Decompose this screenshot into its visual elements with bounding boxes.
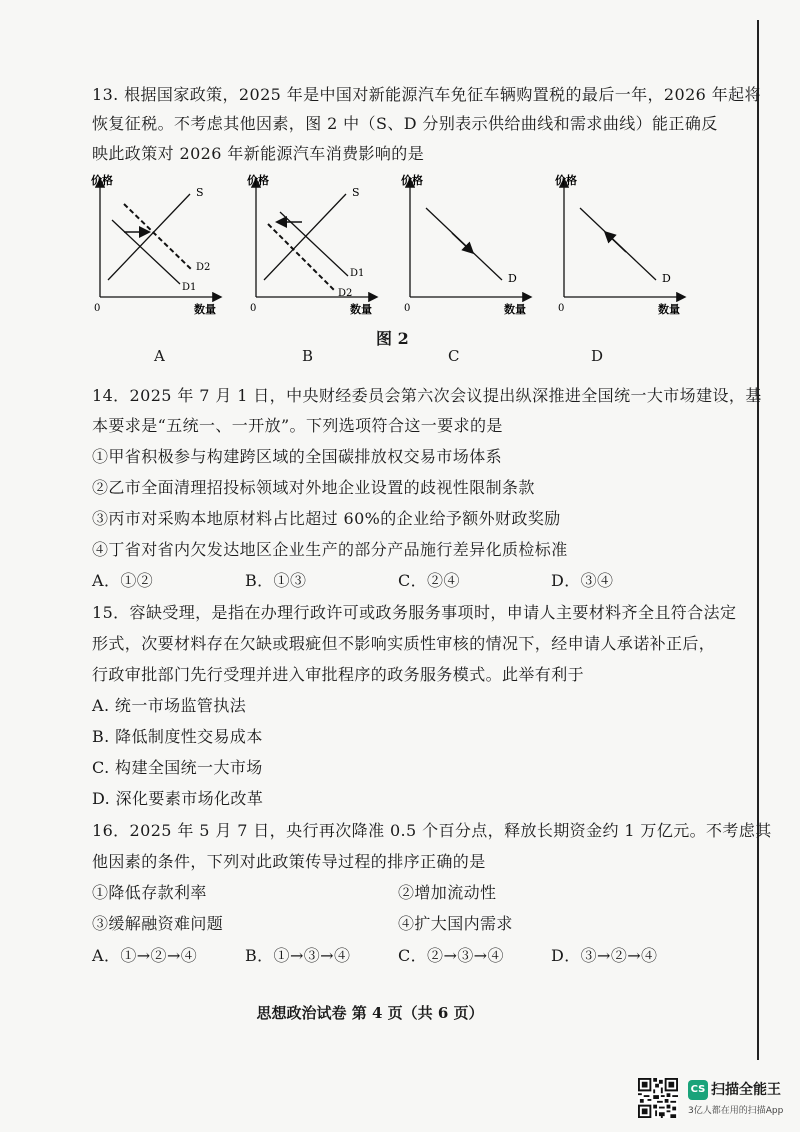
q16-choice-b: B．①→③→④ (245, 946, 351, 965)
d1-label: D1 (182, 282, 197, 293)
q13-line-2: 恢复征税。不考虑其他因素，图 2 中（S、D 分别表示供给曲线和需求曲线）能正确反 (92, 114, 718, 133)
price-axis-label: 价格 (247, 174, 269, 187)
graph-d (552, 172, 692, 321)
d1-label: D1 (350, 268, 365, 279)
q15-choice-a: A. 统一市场监管执法 (92, 696, 247, 715)
supply-label: S (352, 186, 360, 199)
q16-item-1: ①降低存款利率 (92, 883, 207, 902)
q14-line-2: 本要求是“五统一、一开放”。下列选项符合这一要求的是 (92, 416, 503, 435)
down-along-curve-arrow (452, 233, 472, 252)
q15-choice-d: D. 深化要素市场化改革 (92, 789, 264, 808)
q16-item-2: ②增加流动性 (398, 883, 497, 902)
camscanner-tagline: 3亿人都在用的扫描App (688, 1106, 784, 1116)
qr-code-icon (638, 1078, 678, 1118)
graph-c (398, 172, 538, 321)
demand-label: D (508, 272, 517, 285)
demand-curve-d2 (268, 224, 334, 290)
quantity-axis-label: 数量 (194, 303, 216, 316)
q14-choice-a: A．①② (92, 571, 154, 590)
graph-b-label: B (302, 347, 314, 365)
q14-choice-d: D．③④ (551, 571, 614, 590)
q16-choice-a: A．①→②→④ (92, 946, 198, 965)
q16-choice-d: D．③→②→④ (551, 946, 658, 965)
graph-d-label: D (591, 347, 604, 365)
price-axis-label: 价格 (91, 174, 113, 187)
q16-item-3: ③缓解融资难问题 (92, 914, 224, 933)
q14-item-4: ④丁省对省内欠发达地区企业生产的部分产品施行差异化质检标准 (92, 540, 568, 559)
q15-line-1: 15．容缺受理，是指在办理行政许可或政务服务事项时，申请人主要材料齐全且符合法定 (92, 603, 737, 622)
quantity-axis-label: 数量 (658, 303, 680, 316)
graph-a-label: A (154, 347, 165, 365)
camscanner-name: 扫描全能王 (711, 1082, 781, 1098)
origin-label: 0 (94, 303, 101, 314)
supply-curve (264, 194, 346, 280)
q16-item-4: ④扩大国内需求 (398, 914, 513, 933)
q15-line-3: 行政审批部门先行受理并进入审批程序的政务服务模式。此举有利于 (92, 665, 585, 684)
graph-b (244, 172, 384, 321)
q13-line-3: 映此政策对 2026 年新能源汽车消费影响的是 (92, 144, 425, 163)
page-edge-line (757, 20, 759, 1060)
q14-line-1: 14．2025 年 7 月 1 日，中央财经委员会第六次会议提出纵深推进全国统一大市场建设，基 (92, 386, 762, 405)
camscanner-logo: CS (688, 1080, 708, 1100)
origin-label: 0 (250, 303, 257, 314)
quantity-axis-label: 数量 (350, 303, 372, 316)
up-along-curve-arrow (606, 233, 626, 252)
q15-line-2: 形式，次要材料存在欠缺或瑕疵但不影响实质性审核的情况下，经申请人承诺补正后， (92, 634, 716, 653)
supply-label: S (196, 186, 204, 199)
q13-line-1: 13. 根据国家政策，2025 年是中国对新能源汽车免征车辆购置税的最后一年，2026 年起将 (92, 85, 761, 104)
quantity-axis-label: 数量 (504, 303, 526, 316)
supply-curve (108, 194, 190, 280)
graph-a (88, 172, 228, 321)
page-footer: 思想政治试卷 第 4 页（共 6 页） (256, 1004, 484, 1022)
demand-curve-d1 (112, 220, 180, 284)
q16-line-2: 他因素的条件，下列对此政策传导过程的排序正确的是 (92, 852, 486, 871)
q14-item-2: ②乙市全面清理招投标领域对外地企业设置的歧视性限制条款 (92, 478, 535, 497)
q15-choice-c: C. 构建全国统一大市场 (92, 758, 263, 777)
q16-line-1: 16．2025 年 5 月 7 日，央行再次降准 0.5 个百分点，释放长期资金约 1 万亿元。不考虑其 (92, 821, 772, 840)
q14-choice-b: B．①③ (245, 571, 307, 590)
figure-caption: 图 2 (376, 329, 409, 348)
q16-choice-c: C．②→③→④ (398, 946, 504, 965)
origin-label: 0 (404, 303, 411, 314)
q15-choice-b: B. 降低制度性交易成本 (92, 727, 263, 746)
q14-choice-c: C．②④ (398, 571, 460, 590)
graph-c-label: C (448, 347, 460, 365)
price-axis-label: 价格 (555, 174, 577, 187)
d2-label: D2 (196, 262, 211, 273)
q14-item-1: ①甲省积极参与构建跨区域的全国碳排放权交易市场体系 (92, 447, 503, 466)
price-axis-label: 价格 (401, 174, 423, 187)
d2-label: D2 (338, 288, 353, 299)
demand-curve-d2 (124, 204, 192, 270)
demand-label: D (662, 272, 671, 285)
origin-label: 0 (558, 303, 565, 314)
q14-item-3: ③丙市对采购本地原材料占比超过 60%的企业给予额外财政奖励 (92, 509, 561, 528)
